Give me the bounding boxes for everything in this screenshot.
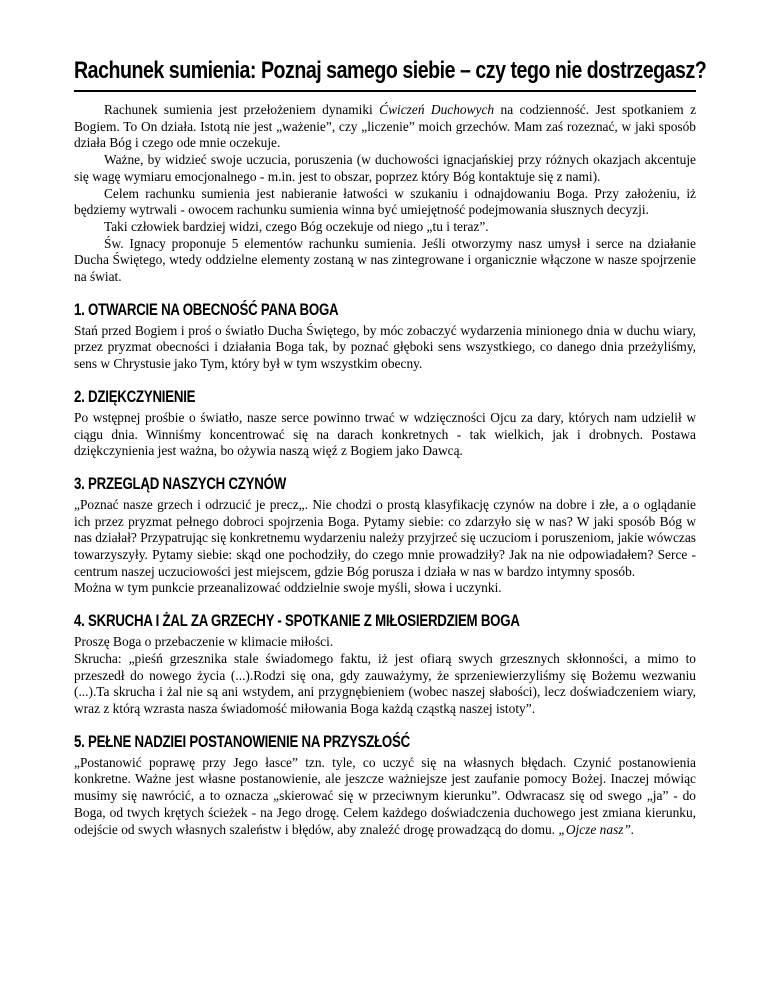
section-5-text [74, 755, 696, 839]
section-5-body: „Postanowić poprawę przy Jego łasce” tzn. tyle, co uczyć się na własnych błędach. Czynić postanowienia konkretne. Ważne jest własne postanowienie, ale jeszcze ważniejsze jest zaufanie pomocy Bożej. Inaczej mówiąc musimy się nawrócić, a to oznacza „skierować się w przeciwnym kierunku”. Odwracasz się od swego „ja” - do Boga, od twych krętych ścieżek - na Jego drogę. Celem każdego doświadczenia duchowego jest zmiana kierunku, odejście od swych własnych szaleństw i błędów, aby znaleźć drogę prowadzącą do domu. [74, 754, 696, 837]
intro-paragraph-4: Taki człowiek bardziej widzi, czego Bóg oczekuje od niego „tu i teraz”. [104, 218, 489, 234]
intro-paragraph-1 [74, 102, 696, 152]
section-4-text-2: Skrucha: „pieśń grzesznika stale świadomego faktu, iż jest ofiarą swych grzesznych skłonności, a mimo to przeszedł do nowego życia (...).Rodzi się ona, gdy zauważymy, że sprzeniewierzyliśmy się Bożemu wezwaniu (...).Ta skrucha i żal nie są ani wstydem, ani przygnębieniem (wobec naszej słabości), lecz doświadczeniem wiary, wraz z którą wzrasta nasza świadomość miłowania Boga każdą cząstką naszej istoty”. [74, 650, 696, 716]
section-5-emphasis: „Ojcze nasz”. [558, 821, 635, 837]
section-3-text: „Poznać nasze grzech i odrzucić je precz„. Nie chodzi o prostą klasyfikację czynów na dobre i złe, a o oglądanie ich przez pryzmat pełnego dobroci spojrzenia Boga. Pytamy siebie: co zdarzyło się w nas? W jaki sposób Bóg w nas działał? Przypatrując się konkretnemu wydarzeniu należy przyjrzeć się uczuciom i poruszeniom, jakie wówczas towarzyszyły. Pytamy siebie: skąd one pochodziły, do czego mnie prowadziły? Jak na nie odpowiadałem? Serce - centrum naszej uczuciowości jest miejscem, gdzie Bóg porusza i działa w nas w bardzo intymny sposób. [74, 496, 696, 579]
section-heading-2: 2. DZIĘKCZYNIENIE [74, 386, 196, 406]
section-heading-1: 1. OTWARCIE NA OBECNOŚĆ PANA BOGA [74, 299, 339, 319]
intro-text: Rachunek sumienia jest przełożeniem dynamiki [104, 102, 380, 117]
title-underline [74, 90, 696, 92]
section-heading-4: 4. SKRUCHA I ŻAL ZA GRZECHY - SPOTKANIE Z MIŁOSIERDZIEM BOGA [74, 611, 520, 631]
intro-paragraph-5: Św. Ignacy proponuje 5 elementów rachunku sumienia. Jeśli otworzymy nasz umysł i serce na działanie Ducha Świętego, wtedy oddzielne elementy zostaną w nas zintegrowane i organicznie włączone w nasze spojrzenie na świat. [74, 235, 696, 285]
page-title: Rachunek sumienia: Poznaj samego siebie – czy tego nie dostrzegasz? [74, 57, 707, 84]
intro-emphasis: Ćwiczeń Duchowych [379, 102, 495, 117]
intro-paragraph-2: Ważne, by widzieć swoje uczucia, poruszenia (w duchowości ignacjańskiej przy różnych okazjach akcentuje się wagę wymiaru emocjonalnego - m.in. jest to obszar, poprzez który Bóg kontaktuje się z nami). [74, 152, 696, 184]
intro-text-cont: na codzienność. Jest spotkaniem z Bogiem. To On działa. Istotą nie jest „ważenie”, czy „liczenie” moich grzechów. Mam zaś rozeznać, w jaki sposób działa Bóg i czego ode mnie oczekuje. [74, 102, 697, 151]
section-heading-5: 5. PEŁNE NADZIEI POSTANOWIENIE NA PRZYSZŁOŚĆ [74, 731, 410, 751]
section-3-text-2: Można w tym punkcie przeanalizować oddzielnie swoje myśli, słowa i uczynki. [74, 580, 502, 596]
section-heading-3: 3. PRZEGLĄD NASZYCH CZYNÓW [74, 473, 286, 493]
document-page [74, 56, 707, 838]
section-1-text: Stań przed Bogiem i proś o światło Ducha Świętego, by móc zobaczyć wydarzenia minionego dnia w duchu wiary, przez pryzmat obecności i działania Boga tak, by poznać głęboki sens wszystkiego, co danego dnia przeżyliśmy, sens w Chrystusie jako Tym, który był w tym wszystkim obecny. [74, 322, 696, 372]
section-2-text: Po wstępnej prośbie o światło, nasze serce powinno trwać w wdzięczności Ojcu za dary, których nam udzielił w ciągu dnia. Winniśmy koncentrować się na darach konkretnych - tak wielkich, jak i drobnych. Postawa dziękczynienia jest ważna, bo ożywia naszą więź z Bogiem jako Dawcą. [74, 409, 696, 459]
intro-paragraph-3: Celem rachunku sumienia jest nabieranie łatwości w szukaniu i odnajdowaniu Boga. Przy założeniu, iż będziemy wytrwali - owocem rachunku sumienia winna być umiejętność podejmowania słusznych decyzji. [74, 185, 696, 218]
section-4-text: Proszę Boga o przebaczenie w klimacie miłości. [74, 634, 334, 650]
